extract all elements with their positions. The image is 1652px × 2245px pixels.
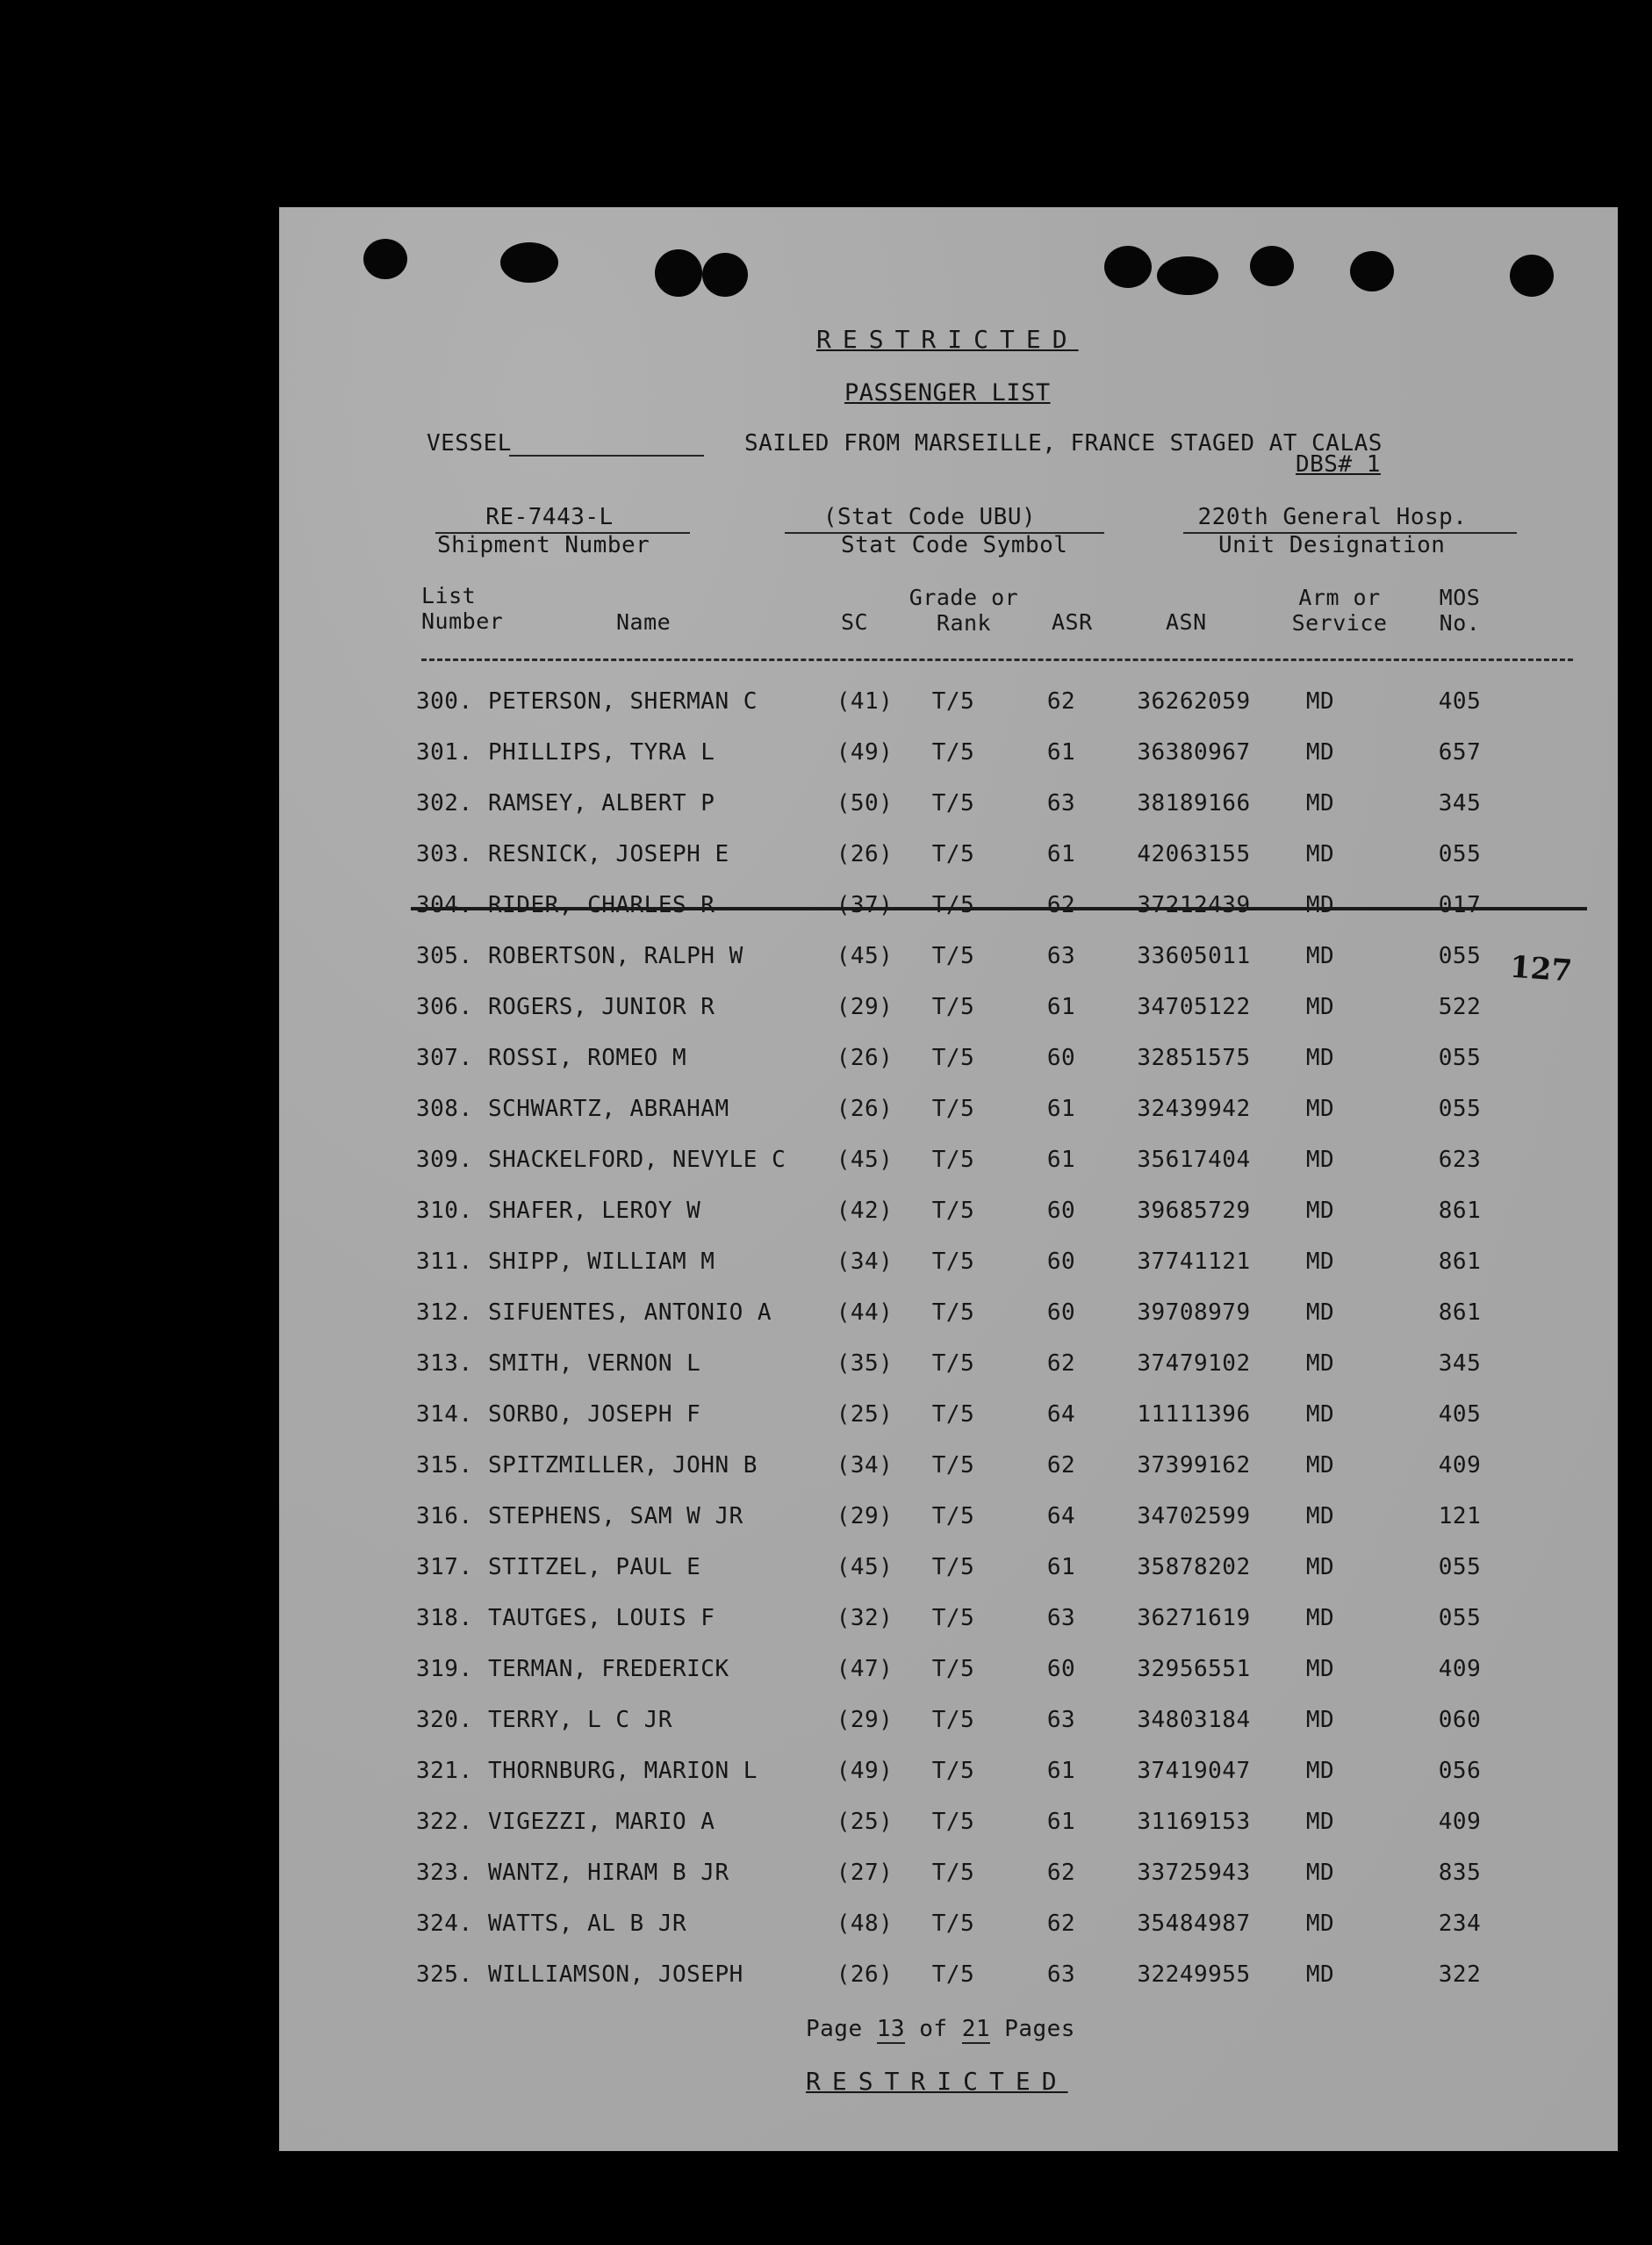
row-asn: 42063155 bbox=[1137, 841, 1251, 867]
table-row bbox=[279, 1554, 1618, 1589]
row-name: SORBO, JOSEPH F bbox=[488, 1401, 701, 1428]
table-row bbox=[279, 739, 1618, 774]
punch-hole bbox=[363, 239, 407, 279]
row-sc: (44) bbox=[836, 1299, 894, 1326]
row-sc: (49) bbox=[836, 1758, 894, 1784]
row-list-number: 316. bbox=[416, 1503, 473, 1529]
row-asn: 31169153 bbox=[1137, 1809, 1251, 1835]
row-grade: T/5 bbox=[931, 688, 975, 715]
table-row bbox=[279, 1147, 1618, 1182]
row-asr: 61 bbox=[1046, 739, 1076, 766]
row-list-number: 314. bbox=[416, 1401, 473, 1428]
col-header-arm-service: Arm or Service bbox=[1291, 585, 1388, 636]
table-row bbox=[279, 1758, 1618, 1793]
row-name: SHAFER, LEROY W bbox=[488, 1198, 701, 1224]
row-arm-service: MD bbox=[1305, 1910, 1335, 1937]
row-asr: 61 bbox=[1046, 841, 1076, 867]
row-list-number: 304. bbox=[416, 892, 473, 918]
row-asr: 62 bbox=[1046, 688, 1076, 715]
row-arm-service: MD bbox=[1305, 1147, 1335, 1173]
dbs-number: DBS# 1 bbox=[1296, 451, 1381, 478]
row-grade: T/5 bbox=[931, 841, 975, 867]
row-list-number: 307. bbox=[416, 1045, 473, 1071]
row-sc: (34) bbox=[836, 1452, 894, 1479]
row-asr: 63 bbox=[1046, 1707, 1076, 1733]
row-asn: 32439942 bbox=[1137, 1096, 1251, 1122]
strikethrough-line bbox=[411, 907, 1587, 910]
row-name: STEPHENS, SAM W JR bbox=[488, 1503, 743, 1529]
row-asn: 37399162 bbox=[1137, 1452, 1251, 1479]
row-arm-service: MD bbox=[1305, 1707, 1335, 1733]
page-suffix: Pages bbox=[1004, 2016, 1075, 2042]
table-row bbox=[279, 790, 1618, 825]
row-asr: 62 bbox=[1046, 892, 1076, 918]
row-asn: 34702599 bbox=[1137, 1503, 1251, 1529]
row-arm-service: MD bbox=[1305, 739, 1335, 766]
page-prefix: Page bbox=[806, 2016, 863, 2042]
row-name: SMITH, VERNON L bbox=[488, 1350, 701, 1377]
row-sc: (45) bbox=[836, 1554, 894, 1580]
row-mos: 055 bbox=[1438, 1096, 1482, 1122]
shipment-number-value: RE-7443-L bbox=[485, 504, 614, 530]
row-asr: 62 bbox=[1046, 1910, 1076, 1937]
row-list-number: 315. bbox=[416, 1452, 473, 1479]
row-asr: 62 bbox=[1046, 1452, 1076, 1479]
row-grade: T/5 bbox=[931, 1656, 975, 1682]
row-name: THORNBURG, MARION L bbox=[488, 1758, 758, 1784]
row-asn: 36380967 bbox=[1137, 739, 1251, 766]
row-grade: T/5 bbox=[931, 1860, 975, 1886]
row-list-number: 323. bbox=[416, 1860, 473, 1886]
row-asn: 37741121 bbox=[1137, 1248, 1251, 1275]
row-asr: 61 bbox=[1046, 1554, 1076, 1580]
row-sc: (47) bbox=[836, 1656, 894, 1682]
row-sc: (37) bbox=[836, 892, 894, 918]
row-list-number: 303. bbox=[416, 841, 473, 867]
row-name: VIGEZZI, MARIO A bbox=[488, 1809, 715, 1835]
page-indicator bbox=[806, 2016, 1075, 2042]
row-arm-service: MD bbox=[1305, 892, 1335, 918]
header-dashed-rule bbox=[421, 658, 1573, 661]
unit-designation-value: 220th General Hosp. bbox=[1197, 504, 1468, 530]
row-name: RIDER, CHARLES R bbox=[488, 892, 715, 918]
row-arm-service: MD bbox=[1305, 994, 1335, 1020]
row-sc: (26) bbox=[836, 1961, 894, 1988]
row-mos: 055 bbox=[1438, 841, 1482, 867]
row-mos: 409 bbox=[1438, 1656, 1482, 1682]
row-name: SCHWARTZ, ABRAHAM bbox=[488, 1096, 729, 1122]
row-mos: 060 bbox=[1438, 1707, 1482, 1733]
row-sc: (50) bbox=[836, 790, 894, 817]
row-mos: 522 bbox=[1438, 994, 1482, 1020]
row-list-number: 319. bbox=[416, 1656, 473, 1682]
sailed-from-text: SAILED FROM MARSEILLE, FRANCE STAGED AT CALAS bbox=[744, 430, 1383, 457]
row-name: SHACKELFORD, NEVYLE C bbox=[488, 1147, 786, 1173]
row-name: TAUTGES, LOUIS F bbox=[488, 1605, 715, 1631]
punch-hole bbox=[1350, 251, 1394, 291]
table-row bbox=[279, 943, 1618, 978]
row-name: RESNICK, JOSEPH E bbox=[488, 841, 729, 867]
row-arm-service: MD bbox=[1305, 1758, 1335, 1784]
document-title: PASSENGER LIST bbox=[844, 379, 1051, 407]
row-mos: 055 bbox=[1438, 943, 1482, 969]
row-asr: 63 bbox=[1046, 1605, 1076, 1631]
row-grade: T/5 bbox=[931, 1248, 975, 1275]
row-mos: 623 bbox=[1438, 1147, 1482, 1173]
row-list-number: 312. bbox=[416, 1299, 473, 1326]
row-asr: 64 bbox=[1046, 1401, 1076, 1428]
row-grade: T/5 bbox=[931, 739, 975, 766]
row-name: WILLIAMSON, JOSEPH bbox=[488, 1961, 743, 1988]
row-list-number: 305. bbox=[416, 943, 473, 969]
table-row bbox=[279, 688, 1618, 723]
row-mos: 861 bbox=[1438, 1248, 1482, 1275]
row-grade: T/5 bbox=[931, 1758, 975, 1784]
row-arm-service: MD bbox=[1305, 1299, 1335, 1326]
punch-hole bbox=[1250, 246, 1294, 286]
row-asr: 61 bbox=[1046, 994, 1076, 1020]
row-mos: 861 bbox=[1438, 1198, 1482, 1224]
row-asr: 62 bbox=[1046, 1350, 1076, 1377]
row-mos: 409 bbox=[1438, 1809, 1482, 1835]
row-name: PHILLIPS, TYRA L bbox=[488, 739, 715, 766]
row-asn: 35878202 bbox=[1137, 1554, 1251, 1580]
row-mos: 017 bbox=[1438, 892, 1482, 918]
row-arm-service: MD bbox=[1305, 1860, 1335, 1886]
row-list-number: 325. bbox=[416, 1961, 473, 1988]
row-asn: 39685729 bbox=[1137, 1198, 1251, 1224]
row-asr: 60 bbox=[1046, 1198, 1076, 1224]
table-row bbox=[279, 1656, 1618, 1691]
row-asr: 60 bbox=[1046, 1248, 1076, 1275]
table-row bbox=[279, 841, 1618, 876]
row-name: ROGERS, JUNIOR R bbox=[488, 994, 715, 1020]
row-grade: T/5 bbox=[931, 1605, 975, 1631]
row-list-number: 301. bbox=[416, 739, 473, 766]
row-name: WANTZ, HIRAM B JR bbox=[488, 1860, 729, 1886]
row-list-number: 311. bbox=[416, 1248, 473, 1275]
row-mos: 322 bbox=[1438, 1961, 1482, 1988]
row-asn: 35484987 bbox=[1137, 1910, 1251, 1937]
row-sc: (45) bbox=[836, 1147, 894, 1173]
row-asn: 38189166 bbox=[1137, 790, 1251, 817]
row-asn: 37479102 bbox=[1137, 1350, 1251, 1377]
table-row bbox=[279, 1198, 1618, 1233]
row-asn: 37212439 bbox=[1137, 892, 1251, 918]
row-name: RAMSEY, ALBERT P bbox=[488, 790, 715, 817]
row-list-number: 300. bbox=[416, 688, 473, 715]
row-name: SPITZMILLER, JOHN B bbox=[488, 1452, 758, 1479]
row-grade: T/5 bbox=[931, 994, 975, 1020]
row-asn: 32956551 bbox=[1137, 1656, 1251, 1682]
row-grade: T/5 bbox=[931, 1554, 975, 1580]
row-sc: (32) bbox=[836, 1605, 894, 1631]
row-mos: 055 bbox=[1438, 1605, 1482, 1631]
row-arm-service: MD bbox=[1305, 1554, 1335, 1580]
row-mos: 121 bbox=[1438, 1503, 1482, 1529]
row-grade: T/5 bbox=[931, 1503, 975, 1529]
punch-hole bbox=[1510, 255, 1554, 297]
col-header-list-number: List Number bbox=[421, 583, 504, 634]
row-asn: 39708979 bbox=[1137, 1299, 1251, 1326]
row-grade: T/5 bbox=[931, 1809, 975, 1835]
page-total: 21 bbox=[961, 2016, 991, 2042]
row-arm-service: MD bbox=[1305, 1605, 1335, 1631]
table-row bbox=[279, 1961, 1618, 1997]
row-mos: 835 bbox=[1438, 1860, 1482, 1886]
row-grade: T/5 bbox=[931, 1096, 975, 1122]
row-list-number: 310. bbox=[416, 1198, 473, 1224]
row-mos: 345 bbox=[1438, 790, 1482, 817]
col-header-asn: ASN bbox=[1166, 609, 1207, 635]
row-sc: (45) bbox=[836, 943, 894, 969]
row-list-number: 313. bbox=[416, 1350, 473, 1377]
row-arm-service: MD bbox=[1305, 790, 1335, 817]
row-list-number: 320. bbox=[416, 1707, 473, 1733]
table-row bbox=[279, 994, 1618, 1029]
table-row bbox=[279, 1707, 1618, 1742]
row-sc: (35) bbox=[836, 1350, 894, 1377]
row-sc: (42) bbox=[836, 1198, 894, 1224]
row-arm-service: MD bbox=[1305, 1350, 1335, 1377]
row-name: TERMAN, FREDERICK bbox=[488, 1656, 729, 1682]
row-arm-service: MD bbox=[1305, 1656, 1335, 1682]
row-asn: 32249955 bbox=[1137, 1961, 1251, 1988]
row-sc: (29) bbox=[836, 994, 894, 1020]
row-grade: T/5 bbox=[931, 790, 975, 817]
row-sc: (41) bbox=[836, 688, 894, 715]
row-arm-service: MD bbox=[1305, 688, 1335, 715]
punch-hole bbox=[702, 253, 748, 297]
row-list-number: 318. bbox=[416, 1605, 473, 1631]
row-mos: 409 bbox=[1438, 1452, 1482, 1479]
document-page bbox=[279, 207, 1618, 2151]
row-asn: 35617404 bbox=[1137, 1147, 1251, 1173]
row-mos: 657 bbox=[1438, 739, 1482, 766]
row-arm-service: MD bbox=[1305, 1809, 1335, 1835]
restricted-footer: RESTRICTED bbox=[806, 2067, 1068, 2096]
row-arm-service: MD bbox=[1305, 1248, 1335, 1275]
row-list-number: 324. bbox=[416, 1910, 473, 1937]
table-row bbox=[279, 1910, 1618, 1946]
row-sc: (26) bbox=[836, 841, 894, 867]
table-row bbox=[279, 1860, 1618, 1895]
row-asn: 34705122 bbox=[1137, 994, 1251, 1020]
row-arm-service: MD bbox=[1305, 1096, 1335, 1122]
row-asr: 61 bbox=[1046, 1147, 1076, 1173]
vessel-blank-line bbox=[509, 455, 704, 457]
stat-code-label: Stat Code Symbol bbox=[841, 532, 1068, 558]
row-arm-service: MD bbox=[1305, 943, 1335, 969]
row-arm-service: MD bbox=[1305, 841, 1335, 867]
vessel-label: VESSEL bbox=[427, 430, 512, 457]
row-sc: (48) bbox=[836, 1910, 894, 1937]
row-arm-service: MD bbox=[1305, 1961, 1335, 1988]
row-asn: 11111396 bbox=[1137, 1401, 1251, 1428]
row-grade: T/5 bbox=[931, 1147, 975, 1173]
row-mos: 055 bbox=[1438, 1554, 1482, 1580]
row-grade: T/5 bbox=[931, 1452, 975, 1479]
table-row bbox=[279, 1350, 1618, 1385]
row-asr: 63 bbox=[1046, 943, 1076, 969]
row-asr: 61 bbox=[1046, 1758, 1076, 1784]
row-sc: (25) bbox=[836, 1401, 894, 1428]
row-name: ROSSI, ROMEO M bbox=[488, 1045, 687, 1071]
row-asn: 32851575 bbox=[1137, 1045, 1251, 1071]
row-asn: 33725943 bbox=[1137, 1860, 1251, 1886]
col-header-sc: SC bbox=[841, 609, 869, 635]
row-grade: T/5 bbox=[931, 1961, 975, 1988]
punch-hole bbox=[1157, 256, 1218, 295]
row-mos: 234 bbox=[1438, 1910, 1482, 1937]
page-of: of bbox=[919, 2016, 948, 2042]
row-sc: (26) bbox=[836, 1045, 894, 1071]
row-list-number: 308. bbox=[416, 1096, 473, 1122]
row-sc: (29) bbox=[836, 1503, 894, 1529]
punch-hole bbox=[655, 249, 702, 297]
table-row bbox=[279, 1045, 1618, 1080]
row-mos: 405 bbox=[1438, 1401, 1482, 1428]
row-asr: 60 bbox=[1046, 1299, 1076, 1326]
row-list-number: 302. bbox=[416, 790, 473, 817]
row-mos: 056 bbox=[1438, 1758, 1482, 1784]
row-asr: 63 bbox=[1046, 790, 1076, 817]
row-arm-service: MD bbox=[1305, 1503, 1335, 1529]
row-sc: (25) bbox=[836, 1809, 894, 1835]
row-list-number: 317. bbox=[416, 1554, 473, 1580]
row-mos: 861 bbox=[1438, 1299, 1482, 1326]
table-row bbox=[279, 1809, 1618, 1844]
table-row bbox=[279, 1503, 1618, 1538]
stat-code-value: (Stat Code UBU) bbox=[822, 504, 1037, 530]
row-grade: T/5 bbox=[931, 1299, 975, 1326]
col-header-name: Name bbox=[616, 609, 672, 635]
row-list-number: 309. bbox=[416, 1147, 473, 1173]
row-name: STITZEL, PAUL E bbox=[488, 1554, 701, 1580]
table-row bbox=[279, 1401, 1618, 1436]
row-asr: 61 bbox=[1046, 1096, 1076, 1122]
row-grade: T/5 bbox=[931, 1350, 975, 1377]
row-sc: (34) bbox=[836, 1248, 894, 1275]
row-grade: T/5 bbox=[931, 1707, 975, 1733]
row-name: ROBERTSON, RALPH W bbox=[488, 943, 743, 969]
row-asn: 36262059 bbox=[1137, 688, 1251, 715]
row-arm-service: MD bbox=[1305, 1401, 1335, 1428]
table-row bbox=[279, 1096, 1618, 1131]
col-header-grade: Grade or Rank bbox=[909, 585, 1019, 636]
row-grade: T/5 bbox=[931, 1198, 975, 1224]
row-sc: (49) bbox=[836, 739, 894, 766]
row-asn: 36271619 bbox=[1137, 1605, 1251, 1631]
row-mos: 405 bbox=[1438, 688, 1482, 715]
punch-hole bbox=[500, 242, 558, 283]
row-grade: T/5 bbox=[931, 1401, 975, 1428]
shipment-number-label: Shipment Number bbox=[437, 532, 650, 558]
row-grade: T/5 bbox=[931, 1045, 975, 1071]
row-sc: (29) bbox=[836, 1707, 894, 1733]
row-asn: 34803184 bbox=[1137, 1707, 1251, 1733]
row-sc: (26) bbox=[836, 1096, 894, 1122]
row-grade: T/5 bbox=[931, 892, 975, 918]
table-row bbox=[279, 892, 1618, 927]
col-header-asr: ASR bbox=[1052, 609, 1093, 635]
row-grade: T/5 bbox=[931, 943, 975, 969]
row-grade: T/5 bbox=[931, 1910, 975, 1937]
row-arm-service: MD bbox=[1305, 1452, 1335, 1479]
row-arm-service: MD bbox=[1305, 1198, 1335, 1224]
row-mos: 345 bbox=[1438, 1350, 1482, 1377]
col-header-mos: MOS No. bbox=[1439, 585, 1481, 636]
row-asn: 33605011 bbox=[1137, 943, 1251, 969]
page-number: 13 bbox=[876, 2016, 906, 2042]
punch-hole bbox=[1104, 246, 1152, 288]
row-list-number: 322. bbox=[416, 1809, 473, 1835]
row-list-number: 321. bbox=[416, 1758, 473, 1784]
row-asr: 61 bbox=[1046, 1809, 1076, 1835]
row-name: PETERSON, SHERMAN C bbox=[488, 688, 758, 715]
row-list-number: 306. bbox=[416, 994, 473, 1020]
row-arm-service: MD bbox=[1305, 1045, 1335, 1071]
row-asr: 63 bbox=[1046, 1961, 1076, 1988]
row-sc: (27) bbox=[836, 1860, 894, 1886]
unit-designation-label: Unit Designation bbox=[1218, 532, 1446, 558]
row-name: SIFUENTES, ANTONIO A bbox=[488, 1299, 772, 1326]
table-row bbox=[279, 1605, 1618, 1640]
margin-note: 127 bbox=[1508, 949, 1574, 989]
row-asr: 60 bbox=[1046, 1656, 1076, 1682]
row-name: TERRY, L C JR bbox=[488, 1707, 672, 1733]
row-asn: 37419047 bbox=[1137, 1758, 1251, 1784]
row-asr: 64 bbox=[1046, 1503, 1076, 1529]
table-row bbox=[279, 1452, 1618, 1487]
row-asr: 62 bbox=[1046, 1860, 1076, 1886]
table-row bbox=[279, 1248, 1618, 1284]
row-name: SHIPP, WILLIAM M bbox=[488, 1248, 715, 1275]
row-asr: 60 bbox=[1046, 1045, 1076, 1071]
row-name: WATTS, AL B JR bbox=[488, 1910, 687, 1937]
restricted-heading: RESTRICTED bbox=[816, 325, 1079, 354]
table-row bbox=[279, 1299, 1618, 1335]
row-mos: 055 bbox=[1438, 1045, 1482, 1071]
